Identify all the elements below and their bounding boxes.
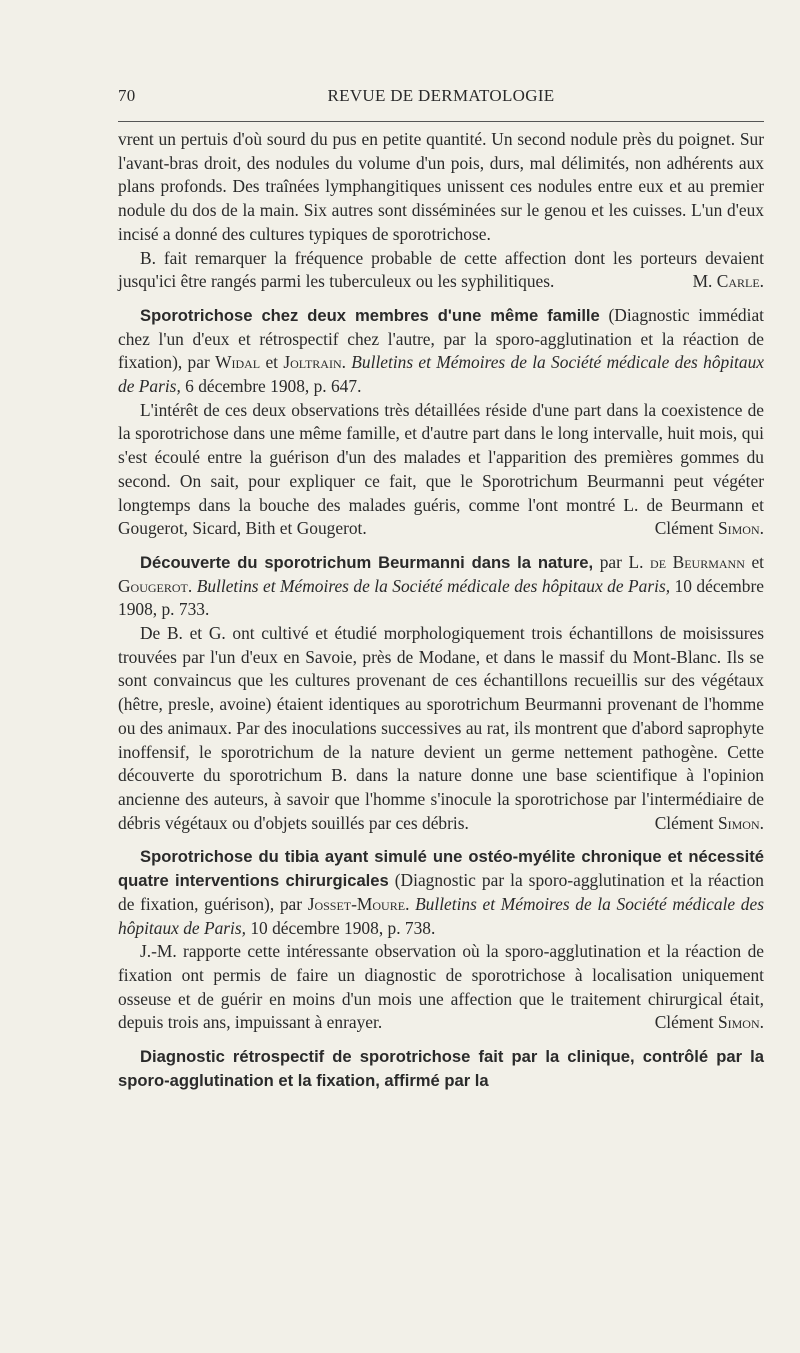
- paragraph-continuation: vrent un pertuis d'où sourd du pus en petite quantité. Un second nodule près du poignet. Sur l'avant-bras droit, des nodules du volume d'un pois, durs, mal délimités, non adhérents aux plans profonds. Des traînées lymphangitiques unissent ces nodules entre eux et au premier nodule du dos de la main. Six autres sont disséminées sur le genou et les cuisses. L'un d'eux incisé a donné des cultures typiques de sporotrichose.: [118, 129, 764, 244]
- article-3-journal: Bulletins et Mémoires de la Société médicale des hôpitaux de Paris,: [118, 893, 764, 938]
- remark-text: B. fait remarquer la fréquence probable de cette affection dont les porteurs devaient jusqu'ici être rangés parmi les tuberculeux ou les syphilitiques.: [118, 247, 764, 292]
- author-joltrain: Joltrain: [283, 352, 342, 373]
- signature-simon-1: Clément Simon.: [654, 518, 764, 539]
- article-1-body: L'intérêt de ces deux observations très détaillées réside d'une part dans la coexistence de la sporotrichose dans une même famille, et d'autre part dans le long intervalle, huit mois, qui s'est écoulé entre la guérison d'un des malades et l'apparition des premières gommes du second. On sait, pour expliquer ce fait, que le Sporotrichum Beurmanni peut végéter longtemps dans la bouche des malades guéris, comme l'ont montré L. de Beurmann et Gougerot, Sicard, Bith et Gougerot. Clément Simon.: [118, 399, 764, 541]
- article-3-title: Sporotrichose du tibia ayant simulé une ostéo-myélite chronique et nécessité quatre interventions chirurgicales: [118, 847, 764, 891]
- page-body: [118, 128, 764, 1092]
- author-widal: Widal: [215, 352, 261, 373]
- author-de-beurmann: de Beurmann: [650, 551, 745, 572]
- page-number: 70: [118, 86, 136, 105]
- article-2-journal: Bulletins et Mémoires de la Société médicale des hôpitaux de Paris,: [196, 575, 671, 596]
- article-3-body: J.-M. rapporte cette intéressante observation où la sporo-agglutination et la réaction de fixation ont permis de faire un diagnostic de sporotrichose à localisation uniquement osseuse et de guérir en moins d'un mois une affection que le traitement chirurgical était, depuis trois ans, impuissant à enrayer. Clément Simon.: [118, 940, 764, 1035]
- article-4-title: Diagnostic rétrospectif de sporotrichose fait par la clinique, contrôlé par la sporo-agglutination et la fixation, affirmé par la: [118, 1047, 764, 1090]
- article-2-heading: Découverte du sporotrichum Beurmanni dans la nature, par L. de Beurmann et Gougerot. Bulletins et Mémoires de la Société médicale des hôpitaux de Paris, 10 décembre 1908, p. 733.: [118, 551, 765, 620]
- running-header: [118, 86, 764, 110]
- journal-title: REVUE DE DERMATOLOGIE: [327, 86, 555, 105]
- author-gougerot: Gougerot: [118, 575, 188, 596]
- header-rule: [118, 121, 764, 122]
- author-josset-moure: Josset-Moure: [307, 893, 406, 914]
- article-2-body: De B. et G. ont cultivé et étudié morphologiquement trois échantillons de moisissures trouvées par l'un d'eux en Savoie, près de Modane, et dans le massif du Mont-Blanc. Ils se sont convaincus que les cultures provenant de ces échantillons recueillis sur des végétaux (hêtre, presle, avoine) étaient identiques au sporotrichum Beurmanni provenant de l'homme ou des animaux. Par des inoculations successives au rat, ils montrent que d'abord saprophyte inoffensif, le sporotrichum de la nature devient un germe nettement pathogène. Cette découverte du sporotrichum B. dans la nature donne une base scientifique à l'opinion ancienne des auteurs, à savoir que l'homme s'inocule la sporotrichose par l'intermédiaire de débris végétaux ou d'objets souillés par ces débris. Clément Simon.: [118, 622, 764, 835]
- signature-simon-3: Clément Simon.: [654, 1012, 764, 1033]
- article-1-journal: Bulletins et Mémoires de la Société médicale des hôpitaux de Paris,: [118, 352, 764, 397]
- article-2-title: Découverte du sporotrichum Beurmanni dans la nature,: [140, 552, 594, 572]
- signature-carle: M. Carle.: [692, 271, 764, 292]
- article-1-title: Sporotrichose chez deux membres d'une même famille: [140, 305, 600, 325]
- article-1-heading: Sporotrichose chez deux membres d'une même famille (Diagnostic immédiat chez l'un d'eux et rétrospectif chez l'autre, par la sporo-agglutination et la réaction de fixation), par Widal et Joltrain. Bulletins et Mémoires de la Société médicale des hôpitaux de Paris, 6 décembre 1908, p. 647.: [118, 304, 764, 397]
- signature-simon-2: Clément Simon.: [654, 812, 764, 833]
- paragraph-remark: [118, 247, 764, 294]
- article-3-heading: Sporotrichose du tibia ayant simulé une ostéo-myélite chronique et nécessité quatre interventions chirurgicales (Diagnostic par la sporo-agglutination et la réaction de fixation, guérison), par Josset-Moure. Bulletins et Mémoires de la Société médicale des hôpitaux de Paris, 10 décembre 1908, p. 738.: [118, 847, 765, 938]
- article-4-heading: [118, 1045, 764, 1092]
